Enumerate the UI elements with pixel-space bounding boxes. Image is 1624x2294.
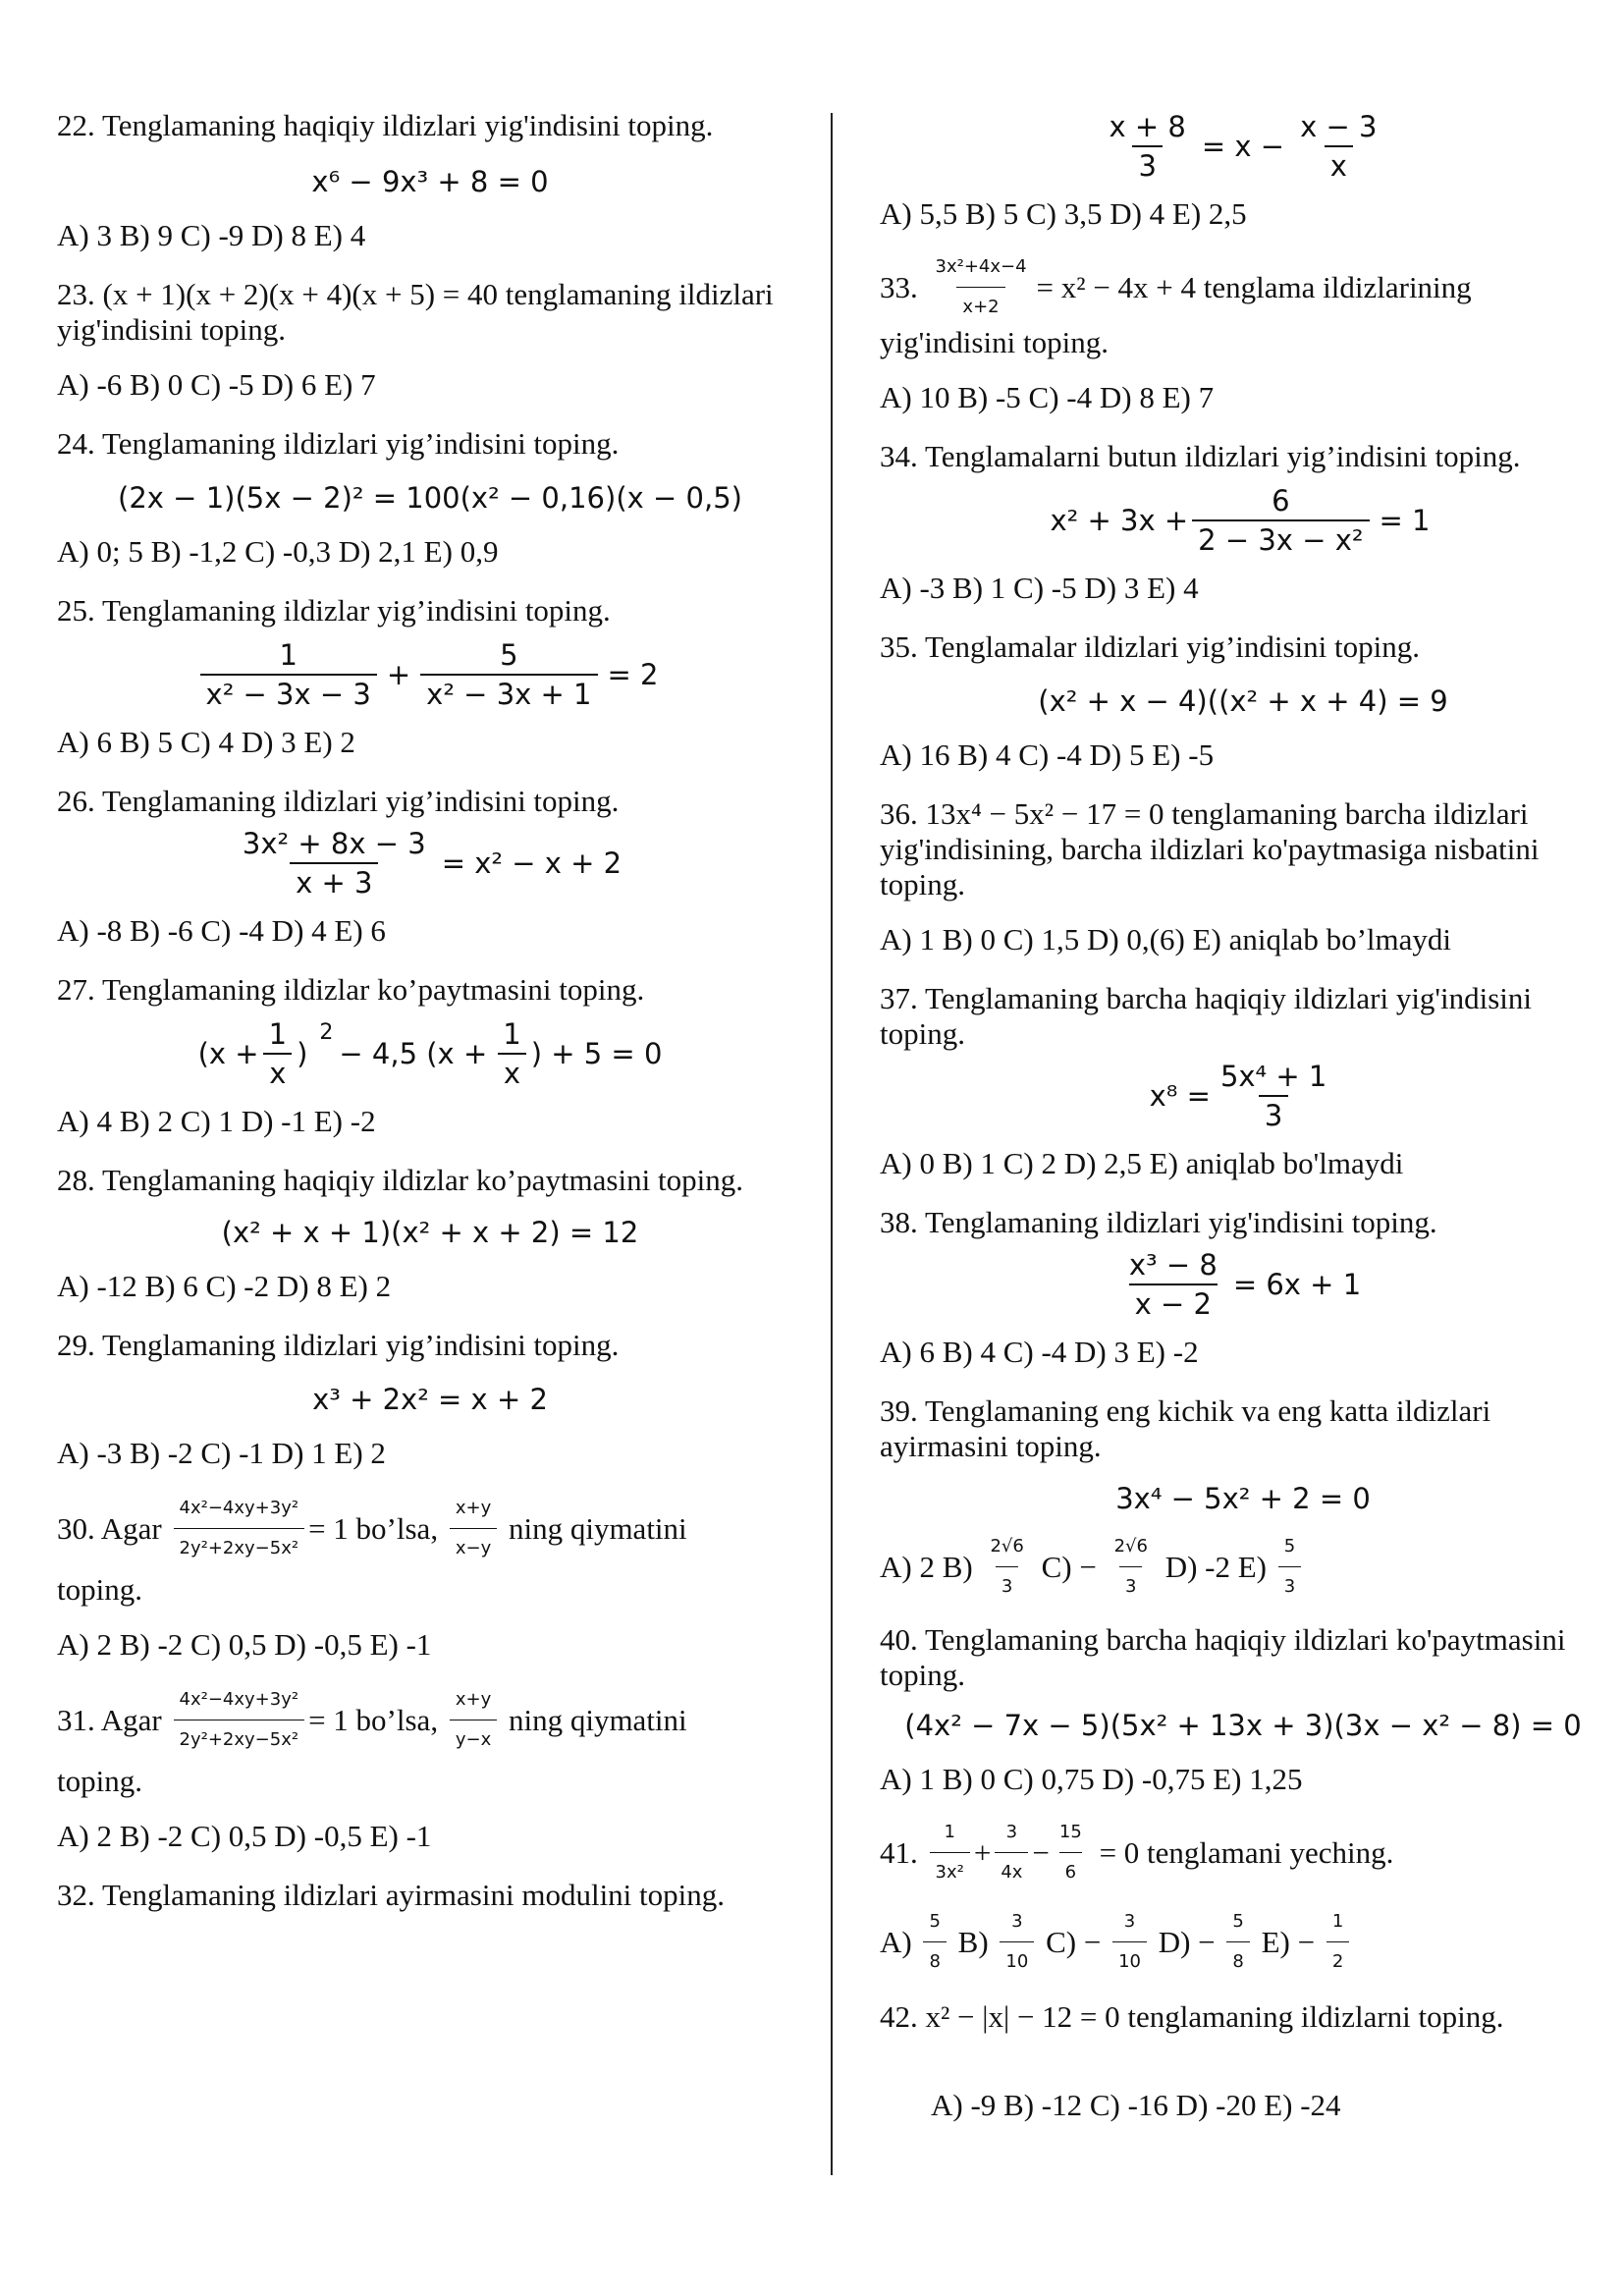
fraction: $\frac{x+y}{y-x}$ [450, 1682, 497, 1758]
answer-options: A) $\frac{5}{8}$ B) $\frac{3}{10}$ C) − $\frac{3}{10}$ D) − $\frac{5}{8}$ E) − $\frac{1}{2}$ [880, 1904, 1353, 1980]
question-31 [57, 1682, 803, 1854]
equation: 3x⁴ − 5x² + 2 = 0 [1115, 1482, 1371, 1515]
answer-options: A) 5,5 B) 5 C) 3,5 D) 4 E) 2,5 [880, 196, 1247, 231]
answer-options: A) 4 B) 2 C) 1 D) -1 E) -2 [57, 1104, 376, 1138]
fraction: $\frac{5}{3}$ [1278, 1529, 1301, 1605]
question-32-continued [880, 110, 1606, 232]
question-41 [880, 1815, 1606, 1980]
question-text: 30. Agar $\frac{\text{4x²−4xy+3y²}}{\text{2y²+2xy−5x²}}$ = 1 bo’lsa, $\frac{x+y}{x-y}$ ning qiymatini [57, 1491, 687, 1566]
equation: x² + 3x + $\frac{6}{\text{2 − 3x − x²}}$ = 1 [1050, 484, 1431, 557]
answer-options: A) 1 B) 0 C) 0,75 D) -0,75 E) 1,25 [880, 1762, 1303, 1796]
question-34 [880, 439, 1606, 606]
question-text: 25. Tenglamaning ildizlar yig’indisini toping. [57, 593, 611, 628]
answer-options: A) 3 B) 9 C) -9 D) 8 E) 4 [57, 218, 366, 252]
question-text-cont: yig'indisini toping. [880, 325, 1109, 359]
right-column [880, 110, 1606, 2123]
question-text-cont: toping. [57, 1764, 142, 1798]
column-divider [831, 113, 833, 2175]
equation: (x² + x + 1)(x² + x + 2) = 12 [221, 1216, 639, 1249]
answer-options: A) -12 B) 6 C) -2 D) 8 E) 2 [57, 1269, 392, 1303]
question-text: 42. x² − |x| − 12 = 0 tenglamaning ildizlarni toping. [880, 1999, 1504, 2034]
question-text: 24. Tenglamaning ildizlari yig’indisini toping. [57, 426, 620, 461]
equation: x⁸ = $\frac{\text{5x⁴ + 1}}{3}$ [880, 1060, 1606, 1132]
question-36 [880, 796, 1606, 957]
fraction: $\frac{\text{5x⁴ + 1}}{3}$ [1219, 1060, 1327, 1132]
question-text: 28. Tenglamaning haqiqiy ildizlar ko’paytmasini toping. [57, 1163, 743, 1197]
question-26 [57, 784, 803, 949]
answer-options: A) -8 B) -6 C) -4 D) 4 E) 6 [57, 913, 386, 948]
question-text: 34. Tenglamalarni butun ildizlari yig’indisini toping. [880, 439, 1521, 473]
fraction: $\frac{\text{4x²−4xy+3y²}}{\text{2y²+2xy−5x²}}$ [174, 1682, 305, 1758]
question-29 [57, 1328, 803, 1471]
question-27 [57, 972, 803, 1139]
fraction: $\frac{\text{3x² + 8x − 3}}{x + 3}$ [242, 827, 426, 900]
answer-options: A) -3 B) 1 C) -5 D) 3 E) 4 [880, 571, 1199, 605]
answer-options: A) 2 B) -2 C) 0,5 D) -0,5 E) -1 [57, 1627, 432, 1662]
question-text-cont: toping. [57, 1572, 142, 1607]
answer-options: A) -9 B) -12 C) -16 D) -20 E) -24 [931, 2088, 1341, 2122]
answer-options: A) 1 B) 0 C) 1,5 D) 0,(6) E) aniqlab bo’lmaydi [880, 922, 1451, 956]
question-text: 23. (x + 1)(x + 2)(x + 4)(x + 5) = 40 tenglamaning ildizlari yig'indisini toping. [57, 277, 774, 347]
question-text: 35. Tenglamalar ildizlari yig’indisini toping. [880, 629, 1420, 664]
equation: $\frac{1}{\text{x² − 3x − 3}}$ + $\frac{5}{\text{x² − 3x + 1}}$ = 2 [57, 638, 803, 711]
question-30 [57, 1491, 803, 1663]
question-text: 33. $\frac{\text{3x²+4x−4}}{x+2}$ = x² − 4x + 4 tenglama ildizlarining [880, 249, 1472, 325]
question-35 [880, 629, 1606, 773]
question-text: 32. Tenglamaning ildizlari ayirmasini modulini toping. [57, 1878, 726, 1912]
fraction: $\frac{1}{x}$ [263, 1017, 293, 1090]
question-28 [57, 1163, 803, 1304]
question-37 [880, 981, 1606, 1181]
fraction: $\frac{15}{6}$ [1054, 1815, 1088, 1890]
answer-options: A) -6 B) 0 C) -5 D) 6 E) 7 [57, 367, 376, 402]
question-text: 29. Tenglamaning ildizlari yig’indisini toping. [57, 1328, 620, 1362]
question-24 [57, 426, 803, 570]
fraction: $\frac{1}{x}$ [497, 1017, 526, 1090]
answer-options: A) 2 B) $\frac{2√6}{3}$ C) − $\frac{2√6}{3}$ D) -2 E) $\frac{5}{3}$ [880, 1529, 1305, 1605]
fraction: $\frac{2√6}{3}$ [984, 1529, 1029, 1605]
question-text: 39. Tenglamaning eng kichik va eng katta ildizlari ayirmasini toping. [880, 1393, 1491, 1463]
fraction: $\frac{5}{8}$ [1226, 1904, 1249, 1980]
question-text: 37. Tenglamaning barcha haqiqiy ildizlari yig'indisini toping. [880, 981, 1533, 1051]
fraction: $\frac{1}{\text{3x²}}$ [930, 1815, 970, 1890]
fraction: $\frac{5}{\text{x² − 3x + 1}}$ [420, 638, 597, 711]
fraction: $\frac{5}{8}$ [923, 1904, 946, 1980]
answer-options: A) 0; 5 B) -1,2 C) -0,3 D) 2,1 E) 0,9 [57, 534, 499, 569]
fraction: $\frac{x+y}{x-y}$ [450, 1491, 497, 1566]
equation: (x + $\frac{1}{x}$ ) 2 − 4,5 (x + $\frac{1}{x}$ ) + 5 = 0 [197, 1017, 663, 1090]
question-text: 22. Tenglamaning haqiqiy ildizlari yig'indisini toping. [57, 108, 714, 142]
equation: $\frac{\text{3x² + 8x − 3}}{x + 3}$ = x² − x + 2 [57, 827, 803, 900]
fraction: $\frac{x - 3}{x}$ [1300, 110, 1378, 183]
fraction: $\frac{3}{4x}$ [995, 1815, 1028, 1890]
question-text: 38. Tenglamaning ildizlari yig'indisini toping. [880, 1205, 1437, 1239]
fraction: $\frac{2√6}{3}$ [1109, 1529, 1154, 1605]
question-text: 40. Tenglamaning barcha haqiqiy ildizlari ko'paytmasini toping. [880, 1622, 1566, 1692]
equation: (4x² − 7x − 5)(5x² + 13x + 3)(3x − x² − 8) = 0 [904, 1709, 1582, 1742]
answer-options: A) 2 B) -2 C) 0,5 D) -0,5 E) -1 [57, 1819, 432, 1853]
question-text: 41. $\frac{1}{\text{3x²}}$ + $\frac{3}{4x}$ − $\frac{15}{6}$ = 0 tenglamani yeching. [880, 1815, 1393, 1890]
equation: $\frac{\text{x³ − 8}}{x - 2}$ = 6x + 1 [880, 1248, 1606, 1321]
question-25 [57, 593, 803, 760]
question-22 [57, 108, 803, 253]
question-33 [880, 249, 1606, 415]
equation: $\frac{x + 8}{3}$ = x − $\frac{x - 3}{x}$ [880, 110, 1606, 183]
question-text: 36. 13x⁴ − 5x² − 17 = 0 tenglamaning barcha ildizlari yig'indisining, barcha ildizlari ko'paytmasiga nisbatini toping. [880, 796, 1540, 901]
fraction: $\frac{6}{\text{2 − 3x − x²}}$ [1192, 484, 1369, 557]
equation: x³ + 2x² = x + 2 [312, 1383, 548, 1416]
equation: x⁶ − 9x³ + 8 = 0 [311, 165, 549, 198]
answer-options: A) 6 B) 4 C) -4 D) 3 E) -2 [880, 1335, 1199, 1369]
answer-options: A) 10 B) -5 C) -4 D) 8 E) 7 [880, 380, 1215, 414]
fraction: $\frac{\text{3x²+4x−4}}{x+2}$ [930, 249, 1033, 325]
question-text: 27. Tenglamaning ildizlar ko’paytmasini toping. [57, 972, 645, 1007]
question-40 [880, 1622, 1606, 1797]
question-32 [57, 1878, 803, 1913]
fraction: $\frac{\text{4x²−4xy+3y²}}{\text{2y²+2xy−5x²}}$ [174, 1491, 305, 1566]
answer-options: A) 16 B) 4 C) -4 D) 5 E) -5 [880, 737, 1215, 772]
left-column [57, 108, 803, 1913]
fraction: $\frac{\text{x³ − 8}}{x - 2}$ [1128, 1248, 1218, 1321]
equation: (2x − 1)(5x − 2)² = 100(x² − 0,16)(x − 0,5) [118, 481, 742, 515]
fraction: $\frac{x + 8}{3}$ [1109, 110, 1186, 183]
equation: (x² + x − 4)((x² + x + 4) = 9 [1038, 684, 1448, 718]
answer-options: A) 6 B) 5 C) 4 D) 3 E) 2 [57, 725, 355, 759]
question-39 [880, 1393, 1606, 1605]
question-38 [880, 1205, 1606, 1370]
fraction: $\frac{3}{10}$ [1000, 1904, 1034, 1980]
fraction: $\frac{1}{\text{x² − 3x − 3}}$ [200, 638, 377, 711]
answer-options: A) -3 B) -2 C) -1 D) 1 E) 2 [57, 1436, 386, 1470]
question-23 [57, 277, 803, 403]
question-text: 31. Agar $\frac{\text{4x²−4xy+3y²}}{\text{2y²+2xy−5x²}}$ = 1 bo’lsa, $\frac{x+y}{y-x}$ ning qiymatini [57, 1682, 687, 1758]
question-42 [880, 1999, 1606, 2123]
answer-options: A) 0 B) 1 C) 2 D) 2,5 E) aniqlab bo'lmaydi [880, 1146, 1404, 1180]
fraction: $\frac{3}{10}$ [1112, 1904, 1147, 1980]
question-text: 26. Tenglamaning ildizlari yig’indisini toping. [57, 784, 620, 818]
fraction: $\frac{1}{2}$ [1326, 1904, 1349, 1980]
